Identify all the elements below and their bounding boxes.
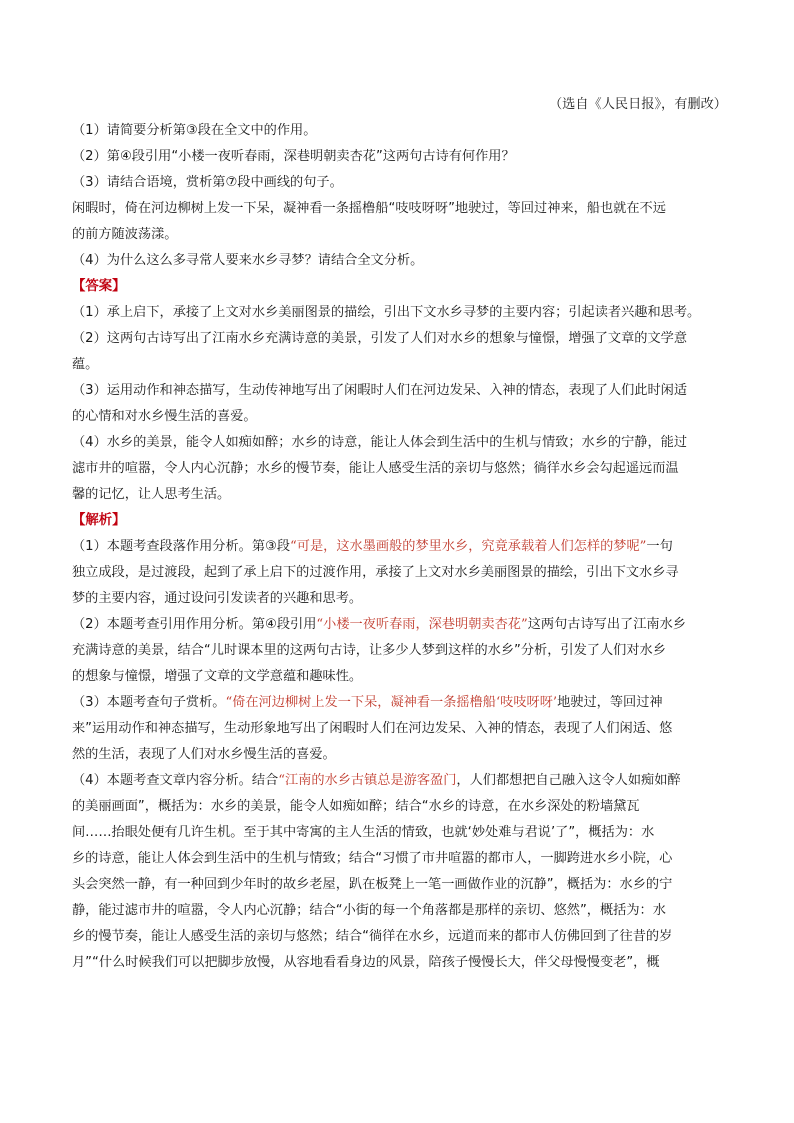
analysis-line: 月”“什么时候我们可以把脚步放慢，从容地看看身边的风景，陪孩子慢慢长大，伴父母慢慢变老”，概 [72,955,660,970]
analysis-quote: “江南的水乡古镇总是游客盈门 [278,773,457,788]
source-note: （选自《人民日报》，有删改） [548,97,727,112]
analysis-text: （2）本题考查引用作用分析。第④段引用 [72,617,317,632]
analysis-line [72,612,727,638]
analysis-quote: “倚在河边柳树上发一下呆，凝神看一条摇橹船‘吱吱呀呀’ [225,695,558,710]
analysis-section [72,534,727,976]
analysis-text: ，人们都想把自己融入这令人如痴如醉 [456,773,681,788]
analysis-text: 这两句古诗写出了江南水乡 [527,617,686,632]
analysis-line: 的想象与憧憬，增强了文章的文学意蕴和趣味性。 [72,669,363,684]
analysis-line: 静，能过滤市井的喧嚣，令人内心沉静；结合“小街的每一个角落都是那样的亲切、悠然”，概括为：水 [72,903,666,918]
answer-line: （2）这两句古诗写出了江南水乡充满诗意的美景，引发了人们对水乡的想象与憧憬，增强了文章的文学意 [72,331,688,346]
analysis-quote: “可是，这水墨画般的梦里水乡，究竟承载着人们怎样的梦呢” [290,539,647,554]
answers-section [72,300,727,508]
document-page [72,92,727,976]
analysis-line [72,690,727,716]
analysis-text: （1）本题考查段落作用分析。第③段 [72,539,291,554]
answer-line: 蕴。 [72,357,99,372]
analysis-quote: “小楼一夜听春雨，深巷明朝卖杏花” [316,617,528,632]
answer-line: （4）水乡的美景，能令人如痴如醉；水乡的诗意，能让人体会到生活中的生机与情致；水乡的宁静，能过 [72,435,688,450]
analysis-line [72,768,727,794]
quoted-passage-line: 闲暇时，倚在河边柳树上发一下呆，凝神看一条摇橹船“吱吱呀呀”地驶过，等回过神来，船也就在不远 [72,201,666,216]
quoted-passage-line: 的前方随波荡漾。 [72,227,178,242]
question-1: （1）请简要分析第③段在全文中的作用。 [72,123,317,138]
analysis-label: 【解析】 [72,513,126,528]
answer-line: 滤市井的喧嚣，令人内心沉静；水乡的慢节奏，能让人感受生活的亲切与悠然；徜徉水乡会勾起遥远而温 [72,461,679,476]
analysis-line: 乡的慢节奏，能让人感受生活的亲切与悠然；结合“徜徉在水乡，远道而来的都市人仿佛回到了往昔的岁 [72,929,673,944]
answer-line: （1）承上启下，承接了上文对水乡美丽图景的描绘，引出下文水乡寻梦的主要内容；引起读者兴趣和思考。 [72,305,701,320]
analysis-line: 充满诗意的美景，结合“儿时课本里的这两句古诗，让多少人梦到这样的水乡”分析，引发了人们对水乡 [72,643,666,658]
analysis-text: （3）本题考查句子赏析。 [72,695,226,710]
answer-line: 的心情和对水乡慢生活的喜爱。 [72,409,257,424]
analysis-text: 一句 [646,539,673,554]
questions-section [72,118,727,274]
question-2: （2）第④段引用“小楼一夜听春雨，深巷明朝卖杏花”这两句古诗有何作用？ [72,149,515,164]
analysis-line [72,534,727,560]
question-3: （3）请结合语境，赏析第⑦段中画线的句子。 [72,175,343,190]
answer-line: 馨的记忆，让人思考生活。 [72,487,231,502]
analysis-line: 间……抬眼处便有几许生机。至于其中寄寓的主人生活的情致，也就‘妙处难与君说’了”，概括为：水 [72,825,655,840]
analysis-line: 的美丽画面”，概括为：水乡的美景，能令人如痴如醉；结合“水乡的诗意，在水乡深处的粉墙黛瓦 [72,799,640,814]
analysis-line: 梦的主要内容，通过设问引发读者的兴趣和思考。 [72,591,363,606]
analysis-line: 头会突然一静，有一种回到少年时的故乡老屋，趴在板凳上一笔一画做作业的沉静”，概括为：水乡的宁 [72,877,673,892]
analysis-line: 乡的诗意，能让人体会到生活中的生机与情致；结合“习惯了市井喧嚣的都市人，一脚跨进水乡小院，心 [72,851,673,866]
question-4: （4）为什么这么多寻常人要来水乡寻梦？请结合全文分析。 [72,253,424,268]
analysis-line: 然的生活，表现了人们对水乡慢生活的喜爱。 [72,747,336,762]
answer-label: 【答案】 [72,279,126,294]
analysis-text: （4）本题考查文章内容分析。结合 [72,773,279,788]
answer-line: （3）运用动作和神态描写，生动传神地写出了闲暇时人们在河边发呆、入神的情态，表现了人们此时闲适 [72,383,688,398]
analysis-line: 来”运用动作和神态描写，生动形象地写出了闲暇时人们在河边发呆、入神的情态，表现了人们闲适、悠 [72,721,673,736]
analysis-line: 独立成段，是过渡段，起到了承上启下的过渡作用，承接了上文对水乡美丽图景的描绘，引出下文水乡寻 [72,565,679,580]
analysis-text: 地驶过，等回过神 [557,695,663,710]
